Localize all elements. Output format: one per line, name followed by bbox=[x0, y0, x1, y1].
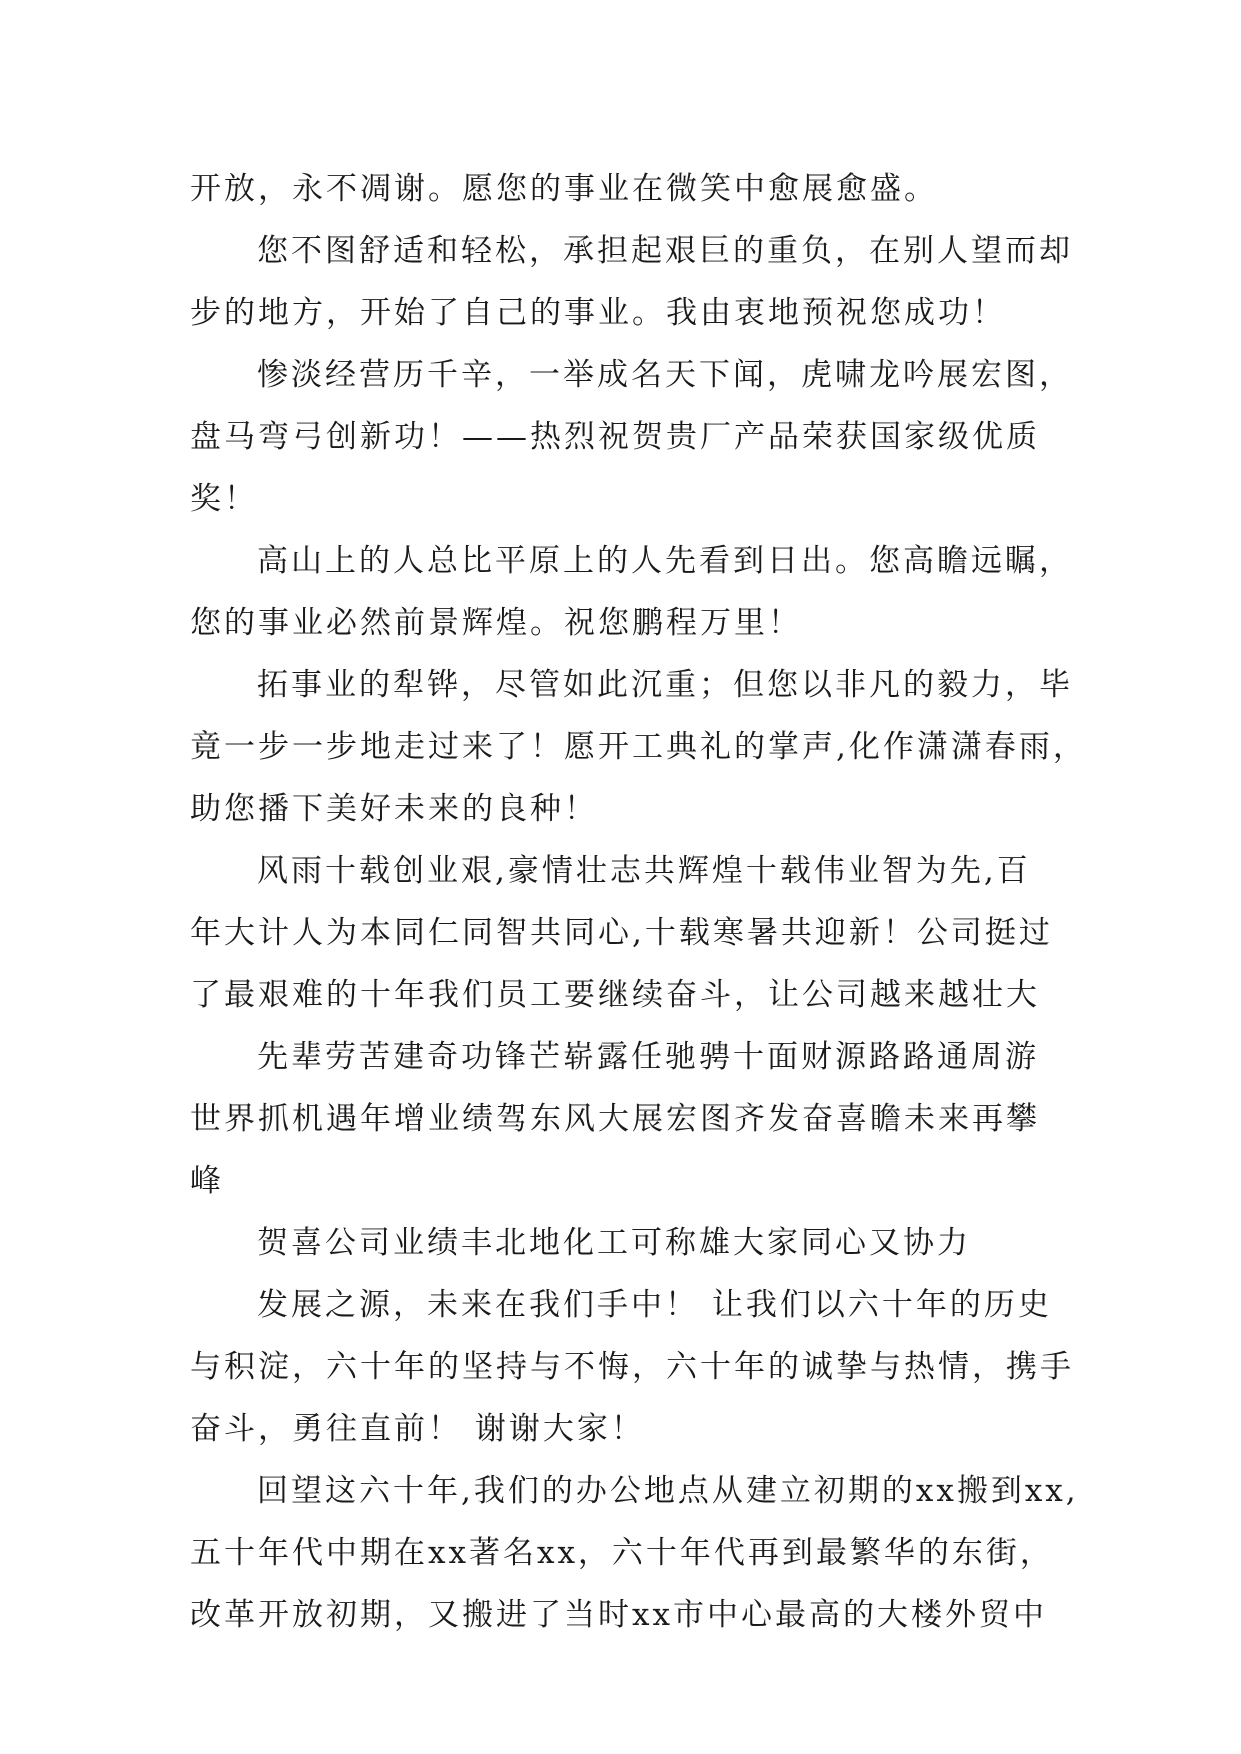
text-line: 盘马弯弓创新功！——热烈祝贺贵厂产品荣获国家级优质 bbox=[190, 419, 1040, 455]
text-line: 奋斗，勇往直前！ 谢谢大家！ bbox=[190, 1411, 645, 1447]
text-line: 风雨十载创业艰,豪情壮志共辉煌十载伟业智为先,百 bbox=[257, 853, 1031, 889]
text-line: 高山上的人总比平原上的人先看到日出。您高瞻远瞩， bbox=[257, 543, 1073, 579]
text-line: 惨淡经营历千辛，一举成名天下闻，虎啸龙吟展宏图， bbox=[257, 357, 1073, 393]
text-line: 您的事业必然前景辉煌。祝您鹏程万里！ bbox=[190, 605, 802, 641]
text-line: 回望这六十年,我们的办公地点从建立初期的xx搬到xx, bbox=[257, 1473, 1079, 1509]
text-line: 年大计人为本同仁同智共同心,十载寒暑共迎新！公司挺过 bbox=[190, 915, 1053, 951]
text-line: 发展之源，未来在我们手中！ 让我们以六十年的历史 bbox=[257, 1287, 1052, 1323]
text-line: 开放，永不凋谢。愿您的事业在微笑中愈展愈盛。 bbox=[190, 171, 938, 207]
text-line: 五十年代中期在xx著名xx，六十年代再到最繁华的东街， bbox=[190, 1535, 1054, 1571]
text-line: 峰 bbox=[190, 1163, 224, 1199]
text-line: 助您播下美好未来的良种！ bbox=[190, 791, 598, 827]
text-line: 先辈劳苦建奇功锋芒崭露任驰骋十面财源路路通周游 bbox=[257, 1039, 1039, 1075]
text-line: 竟一步一步地走过来了！愿开工典礼的掌声,化作潇潇春雨， bbox=[190, 729, 1087, 765]
text-line: 贺喜公司业绩丰北地化工可称雄大家同心又协力 bbox=[257, 1225, 971, 1261]
text-line: 与积淀，六十年的坚持与不悔，六十年的诚挚与热情，携手 bbox=[190, 1349, 1074, 1385]
text-line: 拓事业的犁铧，尽管如此沉重；但您以非凡的毅力，毕 bbox=[257, 667, 1073, 703]
text-line: 步的地方，开始了自己的事业。我由衷地预祝您成功！ bbox=[190, 295, 1006, 331]
text-line: 改革开放初期，又搬进了当时xx市中心最高的大楼外贸中 bbox=[190, 1597, 1047, 1633]
text-line: 世界抓机遇年增业绩驾东风大展宏图齐发奋喜瞻未来再攀 bbox=[190, 1101, 1040, 1137]
document-body bbox=[190, 158, 1087, 1646]
text-line: 奖！ bbox=[190, 481, 258, 517]
text-line: 了最艰难的十年我们员工要继续奋斗，让公司越来越壮大 bbox=[190, 977, 1040, 1013]
text-line: 您不图舒适和轻松，承担起艰巨的重负，在别人望而却 bbox=[257, 233, 1073, 269]
